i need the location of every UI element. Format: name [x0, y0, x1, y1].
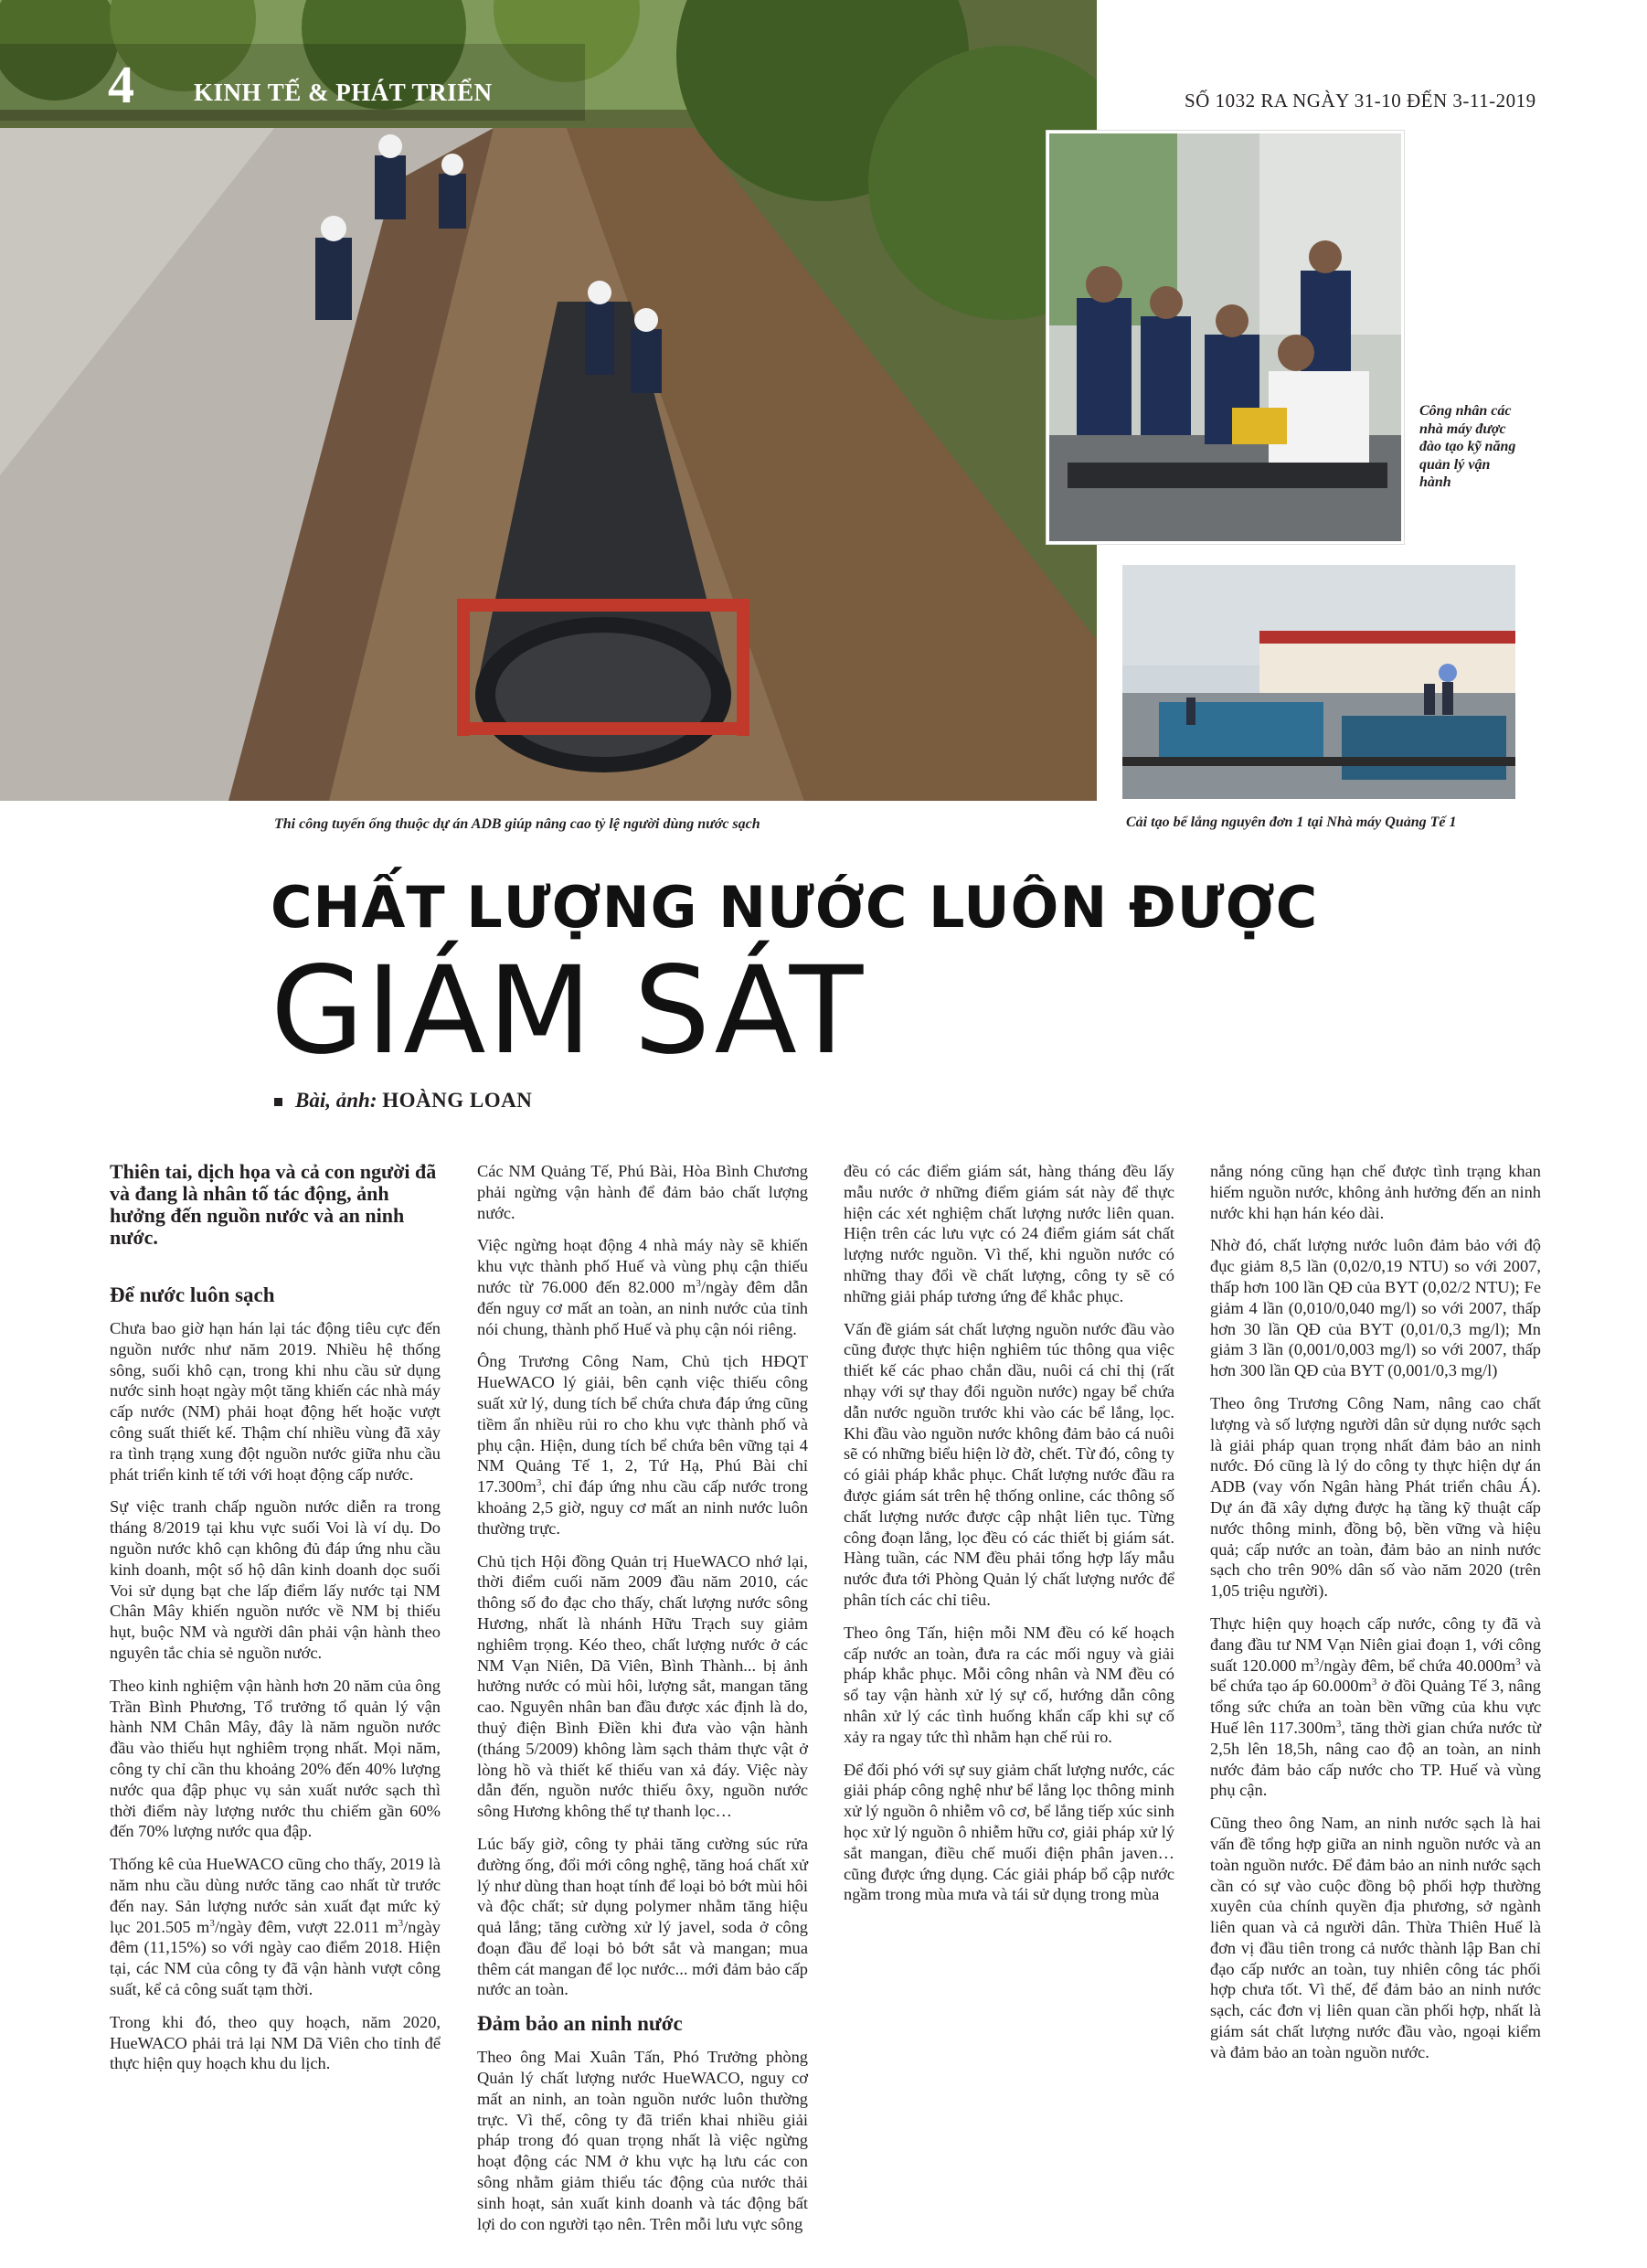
paragraph: Cũng theo ông Nam, an ninh nước sạch là hai vấn đề tổng hợp giữa an ninh nguồn nước và an toàn nguồn nước. Để đảm bảo an ninh nước sạch cần có sự vào cuộc đồng bộ phối hợp thường xuyên của chính quyền địa phương, sở ngành liên quan và cả người dân. Thừa Thiên Huế là đơn vị đầu tiên trong cả nước thành lập Ban chỉ đạo cấp nước an toàn, tuy nhiên công tác phối hợp chưa tốt. Vì thế, để đảm bảo an ninh nước sạch, các đơn vị liên quan cần phối hợp, nhất là giám sát chất lượng nước đầu vào, ngoại kiểm và đảm bảo an toàn nguồn nước. [1210, 1814, 1541, 2061]
paragraph: Nhờ đó, chất lượng nước luôn đảm bảo với độ đục giảm 8,5 lần (0,02/0,19 NTU) so với 2007, thấp hơn 100 lần QĐ của BYT (0,02/2 NTU); Fe giảm 4 lần (0,010/0,040 mg/l) so với 2007, thấp hơn 30 lần QĐ của BYT (0,01/0,3 mg/l); Mn giảm 3 lần (0,001/0,003 mg/l) so với 2007, thấp hơn 300 lần QĐ của BYT (0,001/0,3 mg/l) [1210, 1236, 1541, 1380]
subhead-water-security: Đảm bảo an ninh nước [477, 2012, 683, 2036]
byline-author: HOÀNG LOAN [382, 1089, 533, 1112]
page-number: 4 [108, 55, 134, 114]
paragraph: Việc ngừng hoạt động 4 nhà máy này sẽ khiến khu vực thành phố Huế và vùng phụ cận thiếu nước từ 76.000 đến 82.000 $m^3$/ngày đêm dẫn đến nguy cơ mất an toàn, an ninh nước của tỉnh nói chung, thành phố Huế và phụ cận nói riêng. [477, 1236, 808, 1338]
paragraph: Để đối phó với sự suy giảm chất lượng nước, các giải pháp công nghệ như bể lắng lọc thông minh xử lý nguồn ô nhiễm vô cơ, bể lắng tiếp xúc sinh học xử lý nguồn ô nhiễm hữu cơ, giải pháp xử lý sắt mangan, điều chế muối điện phân javen… cũng được ứng dụng. Các giải pháp bổ cập nước ngầm trong mùa mưa và tái sử dụng trong mùa [844, 1760, 1174, 1904]
byline [274, 1090, 532, 1111]
section-title: KINH TẾ & PHÁT TRIỂN [194, 79, 493, 106]
headline-line-1: CHẤT LƯỢNG NƯỚC LUÔN ĐƯỢC [271, 874, 1319, 941]
byline-bullet-icon [274, 1098, 282, 1106]
paragraph-continued: đều có các điểm giám sát, hàng tháng đều lấy mẫu nước ở những điểm giám sát này để thực hiện các xét nghiệm chất lượng nước liên quan. Hiện trên các lưu vực có 24 điểm giám sát chất lượng nước nguồn. Vì thế, khi nguồn nước có những thay đổi về chất lượng, công ty sẽ có những giải pháp tương ứng để khắc phục. [844, 1162, 1174, 1305]
paragraph: Theo ông Mai Xuân Tấn, Phó Trưởng phòng Quản lý chất lượng nước HueWACO, nguy cơ mất an ninh, an toàn nguồn nước luôn thường trực. Vì thế, công ty đã triển khai nhiều giải pháp trong đó quan trọng nhất là việc ngừng hoạt động các NM ở khu vực hạ lưu các con sông nhằm giảm thiểu tác động của nước thải sinh hoạt, sản xuất kinh doanh và tác động bất lợi do con người tạo nên. Trên mỗi lưu vực sông [477, 2048, 808, 2233]
article-column-1 [110, 1161, 441, 2086]
photo-caption-tank: Cải tạo bể lắng nguyên đơn 1 tại Nhà máy Quảng Tế 1 [1126, 815, 1457, 830]
photo-settling-tank [1122, 565, 1515, 799]
article-column-3 [844, 1161, 1174, 1917]
paragraph: Lúc bấy giờ, công ty phải tăng cường súc rửa đường ống, đổi mới công nghệ, tăng hoá chất xử lý như dùng than hoạt tính để loại bỏ bớt mùi hôi và độc chất; sử dụng polymer nhằm tăng hiệu quả lắng; tăng cường xử lý javel, soda ở công đoạn đầu để loại bỏ bớt sắt và mangan; mua thêm cát mangan để lọc nước... mới đảm bảo cấp nước an toàn. [477, 1834, 808, 1999]
pipeline-illustration [0, 0, 1097, 801]
photo-caption-workers: Công nhân các nhà máy được đào tạo kỹ năng quản lý vận hành [1419, 403, 1516, 491]
photo-workers-training [1047, 131, 1404, 544]
paragraph: Theo ông Trương Công Nam, nâng cao chất lượng và số lượng người dân sử dụng nước sạch là giải pháp quan trọng nhất đảm bảo an ninh nước. Đó cũng là lý do công ty thực hiện dự án ADB (vay vốn Ngân hàng Phát triển châu Á). Dự án đã xây dựng được hạ tầng kỹ thuật cấp nước thông minh, đồng bộ, bền vững và hiệu quả; cấp nước an toàn, đảm bảo an ninh nước sạch cho trên 90% dân số vào năm 2020 (trên 1,05 triệu người). [1210, 1393, 1541, 1601]
issue-info: SỐ 1032 RA NGÀY 31-10 ĐẾN 3-11-2019 [1185, 90, 1536, 112]
tank-illustration [1122, 565, 1515, 799]
photo-caption-pipeline: Thi công tuyến ống thuộc dự án ADB giúp nâng cao tỷ lệ người dùng nước sạch [274, 816, 760, 832]
paragraph: nắng nóng cũng hạn chế được tình trạng khan hiếm nguồn nước, không ảnh hưởng đến an ninh nước khi hạn hán kéo dài. [1210, 1162, 1541, 1222]
paragraph: Theo ông Tấn, hiện mỗi NM đều có kế hoạch cấp nước an toàn, đưa ra các mối nguy và giải pháp khắc phục. Mỗi công nhân và NM đều có sổ tay vận hành xử lý sự cố, hướng dẫn công nhân xử lý các tình huống khẩn cấp khi sự cố xảy ra ngay tức thì nhằm hạn chế rủi ro. [844, 1623, 1174, 1746]
paragraph: Theo kinh nghiệm vận hành hơn 20 năm của ông Trần Bình Phương, Tổ trưởng tổ quản lý vận hành NM Chân Mây, đây là năm nguồn nước đầu vào thiếu hụt nghiêm trọng nhất. Mọi năm, công ty chỉ cần thu khoảng 20% đến 40% lượng nước qua đập phục vụ sản xuất nước sạch thì thời điểm này lượng nước thu chiếm gần 60% đến 70% lượng nước qua đập. [110, 1676, 441, 1841]
paragraph: Chủ tịch Hội đồng Quản trị HueWACO nhớ lại, thời điểm cuối năm 2009 đầu năm 2010, các thông số đo đạc cho thấy, chất lượng nước sông Hương, nhất là nhánh Hữu Trạch suy giảm nghiêm trọng. Kéo theo, chất lượng nước ở các NM Vạn Niên, Dã Viên, Bình Thành... bị ảnh hưởng nước có mùi hôi, lượng sắt, mangan tăng cao. Nguyên nhân ban đầu được xác định là do, thuỷ điện Bình Điền khi đưa vào vận hành (tháng 5/2009) không làm sạch thảm thực vật ở lòng hồ và thiết kế thiếu van xả đáy. Việc này dẫn đến, nguồn nước thiếu ôxy, nguồn nước sông Hương không thể tự thanh lọc… [477, 1551, 808, 1821]
paragraph: Trong khi đó, theo quy hoạch, năm 2020, HueWACO phải trả lại NM Dã Viên cho tỉnh để thực hiện quy hoạch khu du lịch. [110, 2012, 441, 2073]
paragraph: Sự việc tranh chấp nguồn nước diễn ra trong tháng 8/2019 tại khu vực suối Voi là ví dụ. Do nguồn nước khô cạn không đủ đáp ứng nhu cầu kinh doanh, một số hộ dân kinh doanh dọc suối Voi sử dụng bạt che lấp điểm lấy nước tại NM Chân Mây khiến nguồn nước về NM bị thiếu hụt, buộc NM và người dân phải vận hành theo nguyên tắc chia sẻ nguồn nước. [110, 1497, 441, 1662]
article-column-2 [477, 1161, 808, 2234]
byline-label: Bài, ảnh: [295, 1089, 377, 1112]
workers-illustration [1049, 133, 1401, 541]
paragraph: Thống kê của HueWACO cũng cho thấy, 2019 là năm nhu cầu dùng nước tăng cao nhất từ trước đến nay. Sản lượng nước sản xuất đạt mức kỷ lục 201.505 $m^3$/ngày đêm, vượt 22.011 $m^3$/ngày đêm (11,15%) so với ngày cao điểm 2018. Hiện tại, các NM của công ty đã vận hành vượt công suất, kể cả công suất tạm thời. [110, 1855, 441, 1998]
paragraph: Vấn đề giám sát chất lượng nguồn nước đầu vào cũng được thực hiện nghiêm túc thông qua việc thiết kế các phao chắn dầu, nuôi cá chỉ thị (rất nhạy với sự thay đổi nguồn nước) ngay bể chứa dẫn nước nguồn trước khi vào các bể lắng, lọc. Khi đầu vào nguồn nước không đảm bảo cá nuôi sẽ có những biểu hiện lờ đờ, chết. Từ đó, công ty có giải pháp khắc phục. Chất lượng nước đầu ra được giám sát trên hệ thống online, các thông số chất lượng nước được cập nhật liên tục. Từng công đoạn lắng, lọc đều có các thiết bị giám sát. Hàng tuần, các NM đều phải tổng hợp lấy mẫu nước đưa tới Phòng Quản lý chất lượng nước để phân tích các chỉ tiêu. [844, 1319, 1174, 1609]
article-lead: Thiên tai, dịch họa và cả con người đã và đang là nhân tố tác động, ảnh hưởng đến nguồn nước và an ninh nước. [110, 1160, 437, 1249]
subhead-clean-water: Để nước luôn sạch [110, 1283, 275, 1306]
photo-pipeline-construction [0, 0, 1097, 801]
article-column-4 [1210, 1161, 1541, 2075]
paragraph: Thực hiện quy hoạch cấp nước, công ty đã và đang đầu tư NM Vạn Niên giai đoạn 1, với công suất 120.000 $m^3$/ngày đêm, bể chứa $40.000m^3$ và bể chứa tạo áp $60.000m^3$ ở đồi Quảng Tế 3, nâng tổng sức chứa an toàn bền vững của khu vực Huế lên $117.300m^3$, tăng thời gian chứa nước từ 2,5h lên 18,5h, nâng cao độ an toàn, an ninh nước đảm bảo cấp nước cho TP. Huế và vùng phụ cận. [1210, 1613, 1541, 1800]
headline-line-2: GIÁM SÁT [271, 941, 866, 1081]
paragraph: Các NM Quảng Tế, Phú Bài, Hòa Bình Chương phải ngừng vận hành để đảm bảo chất lượng nước. [477, 1162, 808, 1222]
paragraph: Ông Trương Công Nam, Chủ tịch HĐQT HueWACO lý giải, bên cạnh việc thiếu công suất xử lý, dung tích bể chứa chưa đáp ứng cũng tiềm ẩn nhiều rủi ro cho khu vực thành phố và phụ cận. Hiện, dung tích bể chứa bên vững tại 4 NM Quảng Tế 1, 2, Tứ Hạ, Phú Bài chỉ $17.300m^3$, chỉ đáp ứng nhu cầu cấp nước trong khoảng 2,5 giờ, nguy cơ mất an ninh nước luôn thường trực. [477, 1352, 808, 1538]
paragraph: Chưa bao giờ hạn hán lại tác động tiêu cực đến nguồn nước như năm 2019. Nhiều hệ thống sông, suối khô cạn, trong khi nhu cầu sử dụng nước sinh hoạt ngày một tăng khiến các nhà máy cấp nước (NM) phải hoạt động hết hoặc vượt công suất thiết kế. Thậm chí nhiều vùng đã xảy ra tình trạng xung đột nguồn nước giữa nhu cầu phát triển kinh tế tới với hoạt động cấp nước. [110, 1319, 441, 1484]
